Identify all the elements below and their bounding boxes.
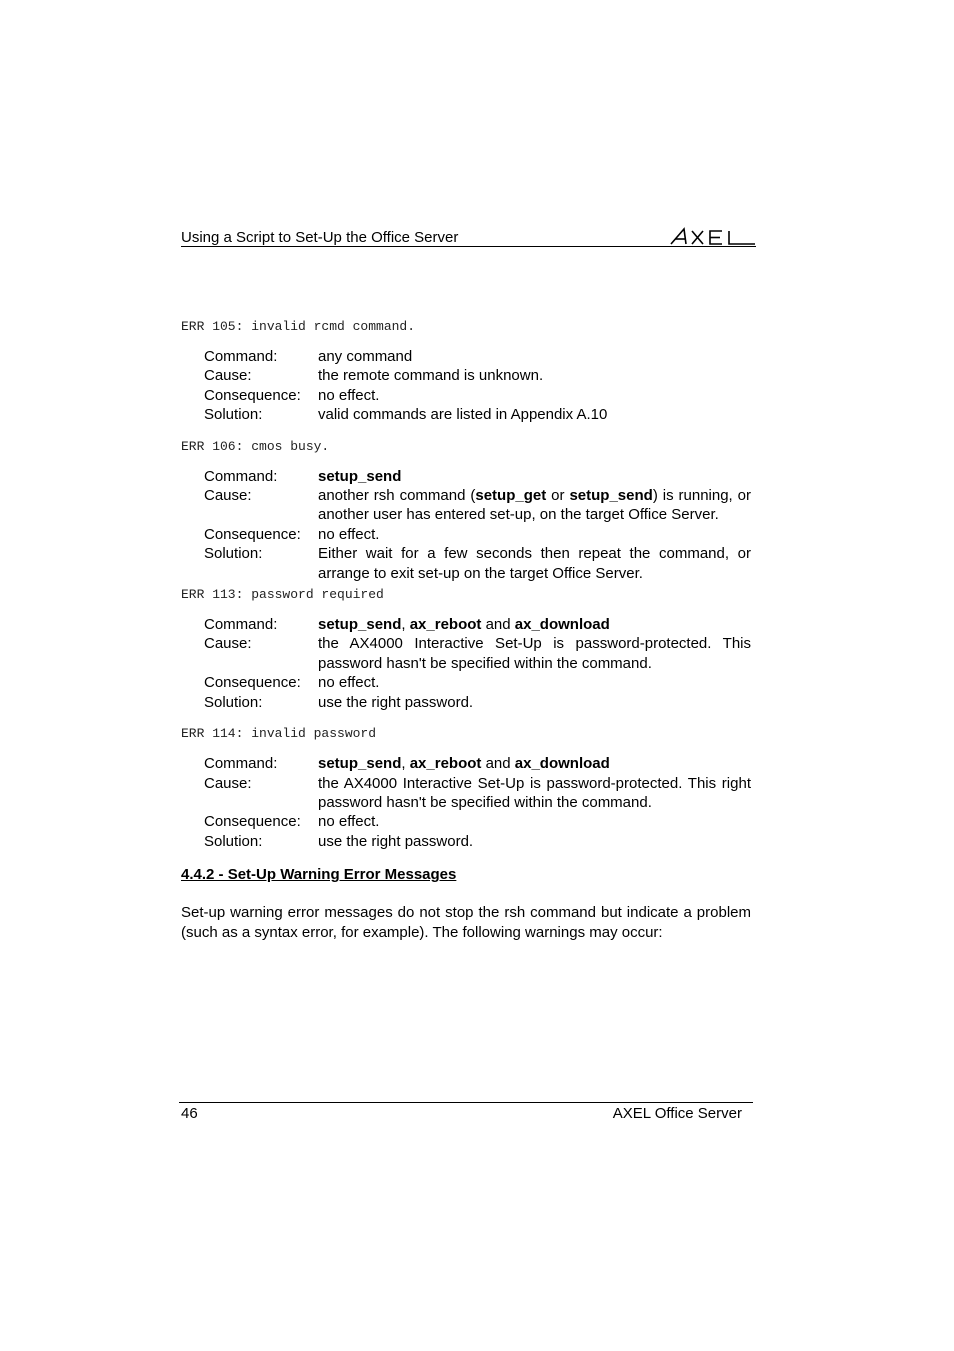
command-value	[318, 467, 751, 486]
command-name-3: ax_download	[514, 616, 610, 634]
page-header	[181, 226, 756, 247]
command-name: setup_send	[318, 467, 402, 485]
cause-row	[204, 486, 751, 525]
command-label: Command:	[204, 616, 278, 634]
header-title: Using a Script to Set-Up the Office Server	[181, 229, 459, 246]
command-row	[204, 467, 751, 486]
solution-value: use the right password.	[318, 832, 474, 850]
cause-label: Cause:	[204, 635, 252, 653]
error-entry-113	[204, 615, 751, 712]
command-sep-2: and	[481, 616, 515, 634]
cause-label: Cause:	[204, 367, 252, 385]
command-label: Command:	[204, 755, 278, 773]
command-row	[204, 347, 751, 366]
command-value	[318, 754, 751, 773]
solution-value: valid commands are listed in Appendix A.10	[318, 406, 608, 424]
consequence-row	[204, 673, 751, 692]
cause-label: Cause:	[204, 774, 252, 792]
section-paragraph: Set-up warning error messages do not stop the rsh command but indicate a problem (such as a syntax error, for example). The following warnings may occur:	[181, 904, 751, 941]
cause-value: the remote command is unknown.	[318, 367, 544, 385]
error-code-113: ERR 113: password required	[181, 587, 384, 603]
cause-label: Cause:	[204, 487, 252, 505]
footer-title: AXEL Office Server	[612, 1105, 742, 1122]
cause-text-mid: or	[546, 487, 570, 505]
cause-command-2: setup_send	[569, 487, 653, 505]
consequence-row	[204, 525, 751, 544]
error-entry-114	[204, 754, 751, 851]
axel-logo	[670, 226, 756, 245]
command-sep-1: ,	[401, 755, 410, 773]
consequence-value: no effect.	[318, 674, 380, 692]
cause-row	[204, 774, 751, 813]
cause-row	[204, 366, 751, 385]
cause-value: the AX4000 Interactive Set-Up is password-protected. This right password hasn't be specified within the command.	[318, 774, 751, 811]
solution-row	[204, 405, 751, 424]
solution-row	[204, 832, 751, 851]
page-footer	[179, 1102, 753, 1125]
error-entry-105	[204, 347, 751, 425]
solution-label: Solution:	[204, 693, 263, 711]
solution-label: Solution:	[204, 406, 263, 424]
page-content	[181, 319, 751, 942]
command-name-1: setup_send	[318, 755, 402, 773]
command-row	[204, 754, 751, 773]
solution-label: Solution:	[204, 545, 263, 563]
axel-logo-graphic	[670, 226, 756, 245]
command-label: Command:	[204, 348, 278, 365]
consequence-label: Consequence:	[204, 813, 301, 831]
solution-value: use the right password.	[318, 693, 474, 711]
command-value: any command	[318, 348, 413, 365]
solution-row	[204, 693, 751, 712]
cause-text-post: ) is running, or another user has entered set-up, on the target Office Server.	[318, 487, 751, 524]
command-name-3: ax_download	[514, 755, 610, 773]
cause-row	[204, 634, 751, 673]
command-label: Command:	[204, 467, 278, 485]
page-number: 46	[181, 1105, 198, 1122]
header-rule	[181, 246, 756, 247]
solution-label: Solution:	[204, 832, 263, 850]
consequence-label: Consequence:	[204, 525, 301, 543]
cause-value: the AX4000 Interactive Set-Up is password-protected. This password hasn't be specified within the command.	[318, 635, 751, 672]
consequence-value: no effect.	[318, 525, 380, 543]
cause-value	[318, 486, 751, 525]
cause-command-1: setup_get	[475, 487, 547, 505]
error-code-114: ERR 114: invalid password	[181, 726, 377, 742]
command-sep-1: ,	[401, 616, 410, 634]
command-value	[318, 615, 751, 634]
solution-value: Either wait for a few seconds then repeat the command, or arrange to exit set-up on the target Office Server.	[318, 545, 751, 582]
command-name-1: setup_send	[318, 616, 402, 634]
command-sep-2: and	[481, 755, 515, 773]
cause-text-pre: another rsh command (	[318, 487, 476, 505]
consequence-label: Consequence:	[204, 674, 301, 692]
consequence-row	[204, 812, 751, 831]
error-entry-106	[204, 467, 751, 583]
consequence-label: Consequence:	[204, 386, 301, 404]
section-heading: 4.4.2 - Set-Up Warning Error Messages	[181, 866, 457, 884]
error-code-106: ERR 106: cmos busy.	[181, 438, 330, 454]
solution-row	[204, 544, 751, 583]
consequence-value: no effect.	[318, 813, 380, 831]
command-row	[204, 615, 751, 634]
command-name-2: ax_reboot	[409, 755, 482, 773]
error-code-105: ERR 105: invalid rcmd command.	[181, 319, 416, 334]
consequence-row	[204, 386, 751, 405]
consequence-value: no effect.	[318, 386, 380, 404]
command-name-2: ax_reboot	[409, 616, 482, 634]
